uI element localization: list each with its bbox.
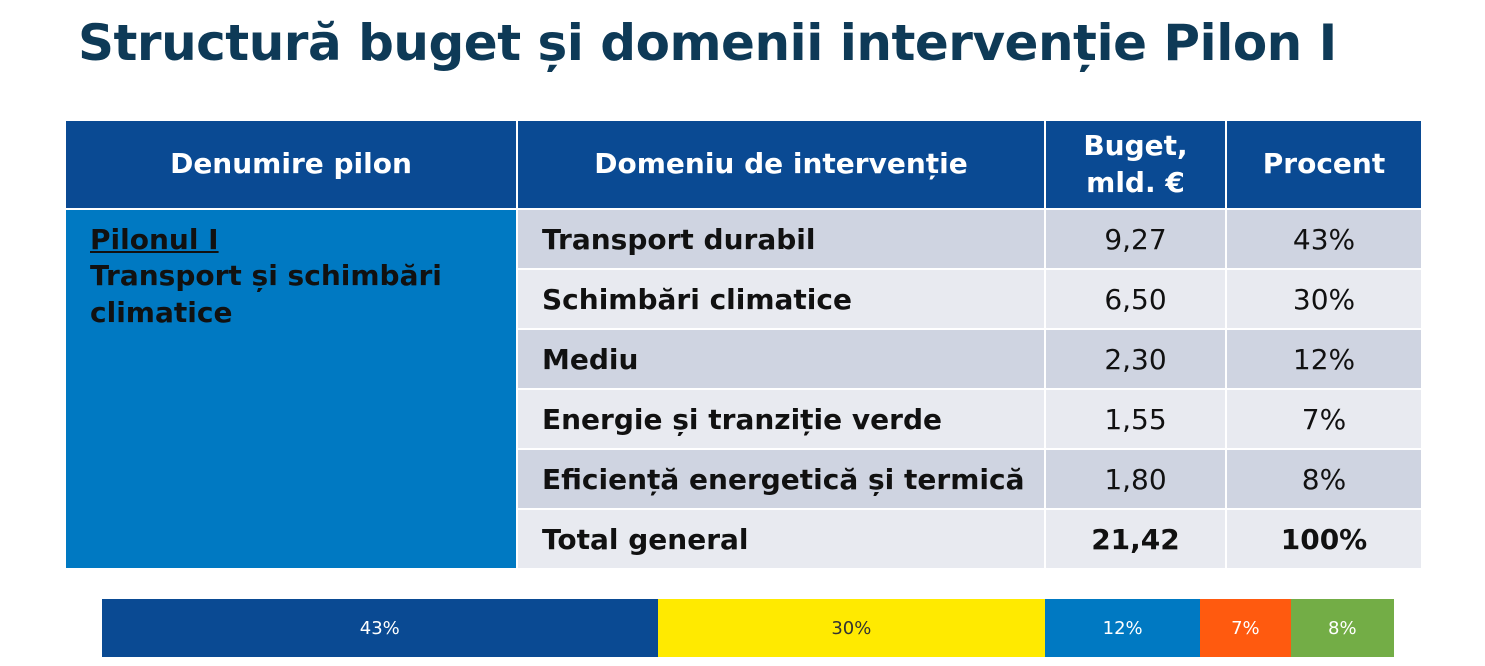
total-label-cell: Total general: [517, 509, 1045, 568]
percent-cell: 43%: [1226, 209, 1421, 269]
bar-segment-label: 8%: [1328, 617, 1357, 639]
header-budget: [1045, 121, 1226, 209]
pillar-name: Transport și schimbări climatice: [90, 259, 442, 329]
bar-segment-label: 43%: [359, 617, 400, 639]
domain-cell: Transport durabil: [517, 209, 1045, 269]
domain-cell: Energie și tranziție verde: [517, 389, 1045, 449]
bar-segment-energy: [1200, 599, 1290, 657]
bar-segment-efficiency: [1291, 599, 1394, 657]
percent-cell: 7%: [1226, 389, 1421, 449]
budget-table: [66, 121, 1421, 568]
header-percent: Procent: [1226, 121, 1421, 209]
budget-cell: 6,50: [1045, 269, 1226, 329]
header-budget-line2: mld. €: [1086, 165, 1185, 199]
bar-segment-climate: [658, 599, 1046, 657]
table-row: [66, 209, 1421, 269]
header-domain: Domeniu de intervenție: [517, 121, 1045, 209]
total-percent-cell: 100%: [1226, 509, 1421, 568]
bar-segment-environment: [1045, 599, 1200, 657]
budget-cell: 9,27: [1045, 209, 1226, 269]
bar-segment-transport: [102, 599, 658, 657]
budget-cell: 2,30: [1045, 329, 1226, 389]
bar-segment-label: 12%: [1102, 617, 1143, 639]
percent-cell: 12%: [1226, 329, 1421, 389]
bar-segment-label: 7%: [1231, 617, 1260, 639]
domain-cell: Mediu: [517, 329, 1045, 389]
percent-bar: [102, 599, 1394, 657]
domain-cell: Eficiență energetică și termică: [517, 449, 1045, 509]
header-budget-line1: Buget,: [1083, 129, 1188, 163]
percent-cell: 30%: [1226, 269, 1421, 329]
budget-cell: 1,80: [1045, 449, 1226, 509]
budget-cell: 1,55: [1045, 389, 1226, 449]
table-header-row: [66, 121, 1421, 209]
percent-cell: 8%: [1226, 449, 1421, 509]
pillar-cell: [66, 209, 517, 568]
header-pillar: Denumire pilon: [66, 121, 517, 209]
pillar-title: Pilonul I: [90, 223, 219, 256]
total-budget-cell: 21,42: [1045, 509, 1226, 568]
domain-cell: Schimbări climatice: [517, 269, 1045, 329]
page-title: Structură buget și domenii intervenție Pilon I: [78, 14, 1337, 72]
bar-segment-label: 30%: [831, 617, 872, 639]
